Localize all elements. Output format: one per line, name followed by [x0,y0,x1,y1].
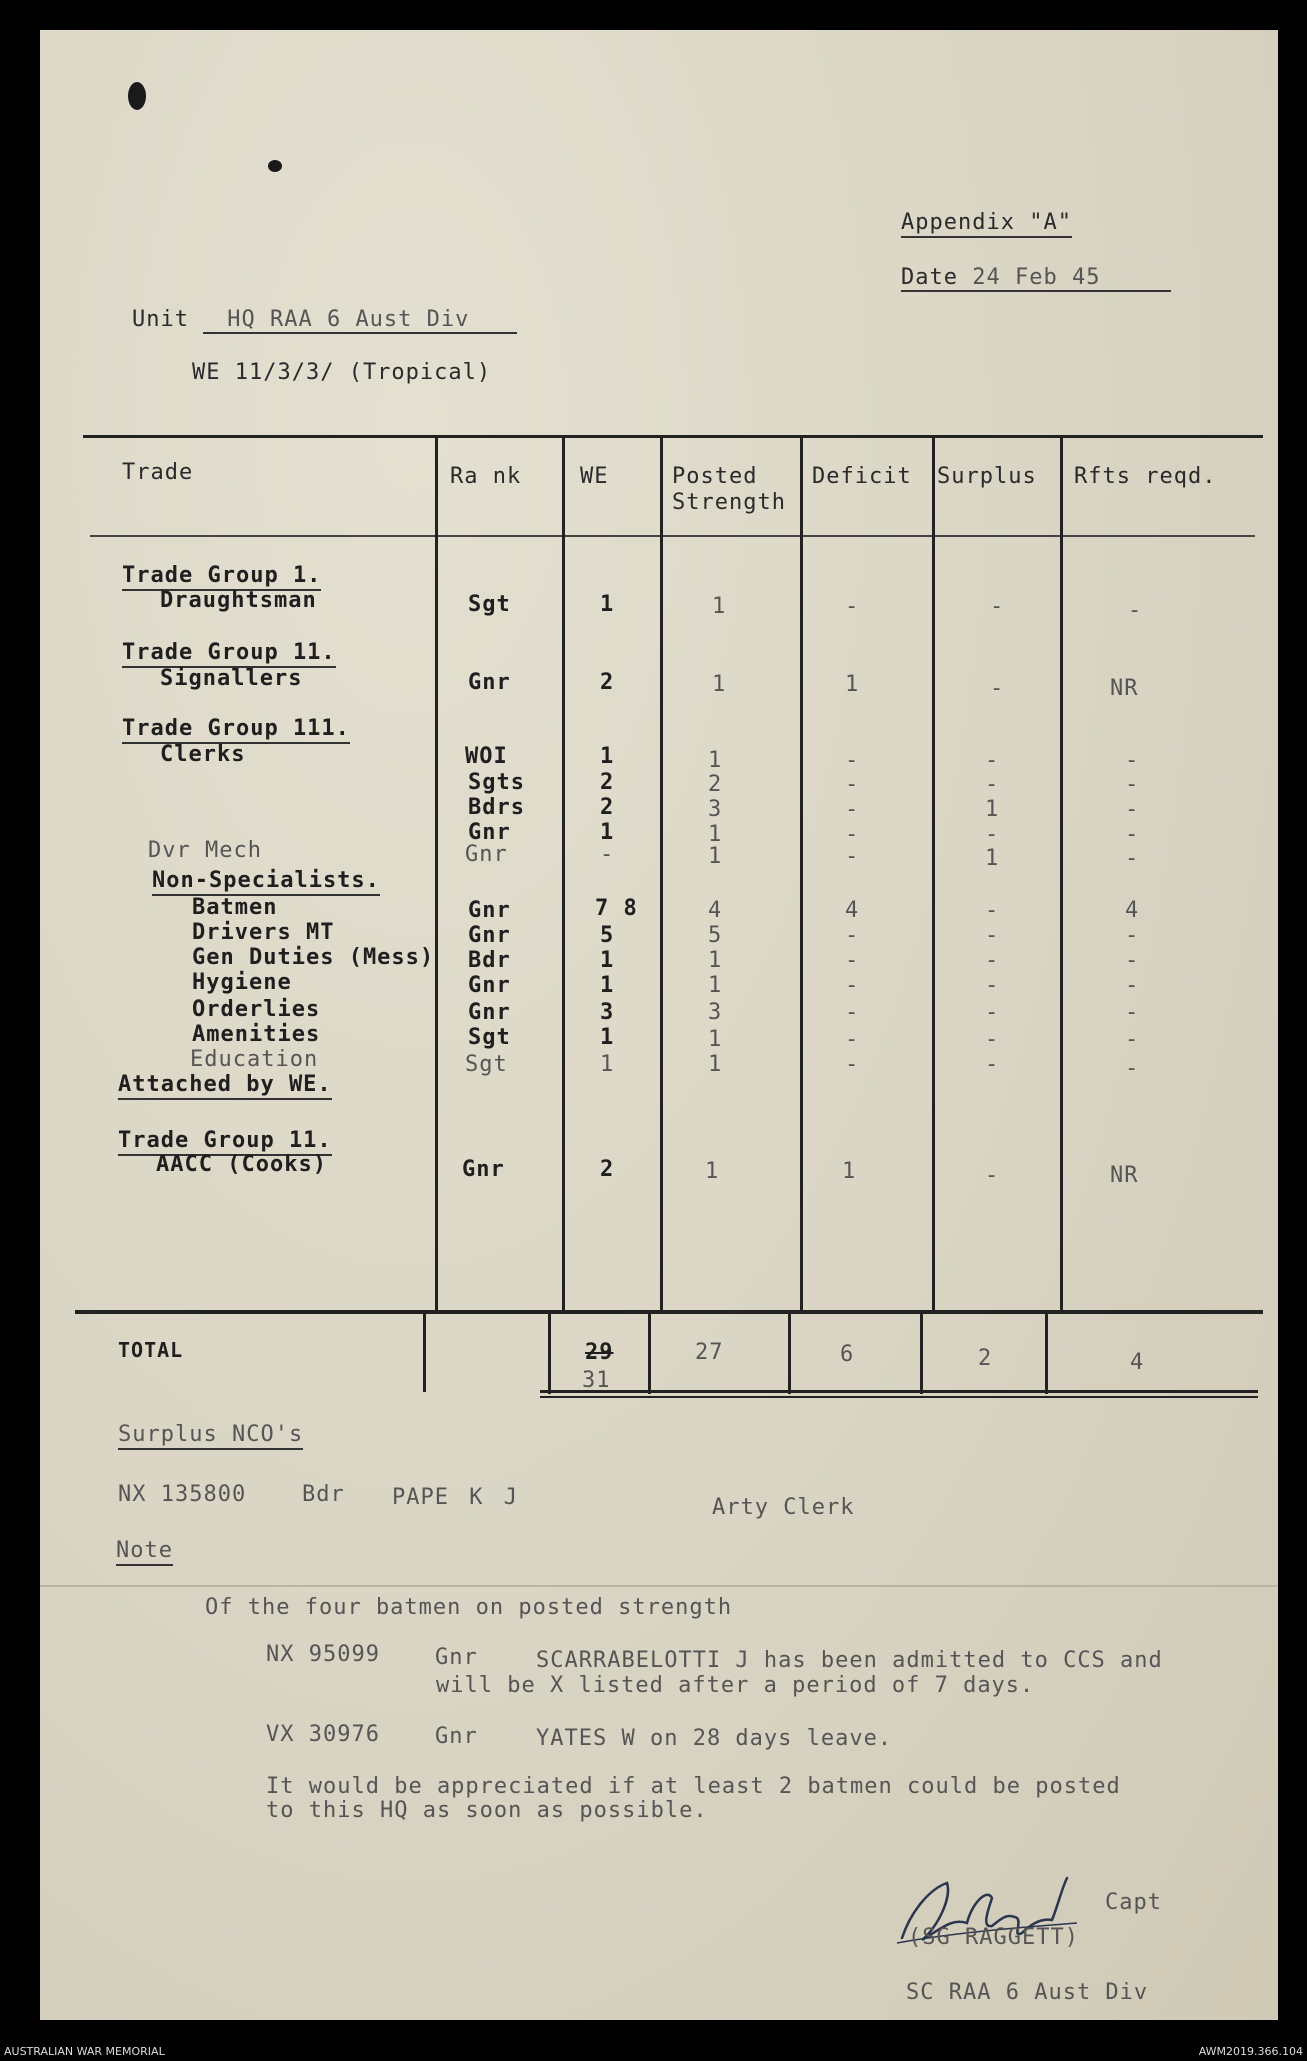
cell-rank: Gnr [462,1157,505,1182]
surplus-role: Arty Clerk [712,1495,855,1520]
cell-surplus: - [985,923,1000,948]
cell-trade: Amenities [192,1022,321,1047]
cell-posted: 3 [708,1000,723,1025]
cell-rfts: - [1125,948,1140,973]
note-item1-rank: Gnr [435,1645,478,1670]
cell-rank: WOI [465,744,508,769]
cell-surplus: 1 [985,846,1000,871]
cell-trade: Gen Duties (Mess) [192,945,435,970]
cell-surplus: - [985,948,1000,973]
cell-rfts: - [1125,772,1140,797]
cell-surplus: - [990,676,1005,701]
cell-posted: 1 [708,844,723,869]
header-bottom-rule [90,535,1255,537]
cell-surplus: - [985,772,1000,797]
cell-we: 2 [600,670,615,695]
table-row-heading: Non-Specialists. [152,868,380,893]
cell-rfts: - [1125,973,1140,998]
note-intro: Of the four batmen on posted strength [205,1595,733,1620]
col-header-rfts: Rfts reqd. [1074,464,1217,489]
total-posted: 27 [695,1340,724,1365]
cell-we: 1 [600,744,615,769]
cell-deficit: - [845,948,860,973]
cell-posted: 1 [708,748,723,773]
cell-we: 2 [600,795,615,820]
cell-surplus: - [985,748,1000,773]
paper-fold-line [40,1585,1278,1587]
cell-rank: Gnr [468,973,511,998]
date-line: Date 24 Feb 45 [901,265,1171,292]
cell-rfts: - [1125,797,1140,822]
cell-posted: 1 [708,1052,723,1077]
cell-trade: Dvr Mech [148,838,262,863]
cell-surplus: - [985,898,1000,923]
note-heading: Note [116,1538,173,1563]
cell-posted: 3 [708,797,723,822]
cell-rfts: - [1125,1027,1140,1052]
total-bottom-rule-2 [540,1396,1258,1398]
cell-trade: Batmen [192,895,278,920]
cell-rfts: - [1128,598,1143,623]
note-item2-rank: Gnr [435,1724,478,1749]
cell-we: 2 [600,1157,615,1182]
cell-posted: 1 [712,672,727,697]
cell-rank: Gnr [468,820,511,845]
signature-name: (SG RAGGETT) [908,1925,1079,1950]
cell-posted: 2 [708,772,723,797]
total-surplus: 2 [978,1346,993,1371]
cell-posted: 1 [708,822,723,847]
cell-surplus: - [985,973,1000,998]
col-rule-deficit [800,435,803,1310]
note-item1-line1: SCARRABELOTTI J has been admitted to CCS and [536,1648,1163,1673]
cell-rank: Sgts [468,770,525,795]
table-row-heading: Trade Group 111. [122,716,350,741]
col-rule-we [562,435,565,1310]
total-col-rule-6 [1045,1312,1048,1394]
cell-deficit: - [845,748,860,773]
ink-blot [268,160,282,172]
cell-we: 3 [600,1000,615,1025]
note-closing-line2: to this HQ as soon as possible. [266,1798,708,1823]
cell-posted: 1 [708,1027,723,1052]
cell-rank: Bdr [468,948,511,973]
cell-we: 1 [600,820,615,845]
we-reference: WE 11/3/3/ (Tropical) [192,360,492,385]
cell-trade: Clerks [160,742,246,767]
total-col-rule-4 [788,1312,791,1394]
cell-posted: 1 [705,1159,720,1184]
cell-rank: Sgt [465,1052,508,1077]
note-item2-number: VX 30976 [266,1722,380,1747]
cell-trade: AACC (Cooks) [156,1152,327,1177]
cell-trade: Draughtsman [160,588,317,613]
total-we-struck: 29 [585,1340,614,1365]
cell-rank: Bdrs [468,795,525,820]
cell-surplus: - [985,1163,1000,1188]
col-header-rank: Ra nk [450,464,522,489]
cell-surplus: - [985,1027,1000,1052]
total-top-rule [75,1310,1263,1314]
table-row-heading: Trade Group 1. [122,563,321,588]
cell-rfts: NR [1110,1163,1139,1188]
cell-deficit: 1 [845,672,860,697]
signature-rank: Capt [1105,1890,1162,1915]
surplus-heading: Surplus NCO's [118,1422,303,1447]
table-row-heading: Trade Group 11. [122,640,336,665]
cell-rfts: - [1125,748,1140,773]
document-page [40,30,1278,2020]
cell-we: 7 8 [595,896,638,921]
col-rule-surplus [932,435,935,1310]
footer-left: AUSTRALIAN WAR MEMORIAL [4,2045,165,2058]
cell-surplus: - [985,822,1000,847]
cell-rfts: - [1125,1000,1140,1025]
total-col-rule-1 [423,1312,426,1392]
col-rule-posted [660,435,663,1310]
cell-we: - [600,842,615,867]
cell-rank: Sgt [468,1025,511,1050]
cell-posted: 1 [712,594,727,619]
cell-rank: Gnr [468,923,511,948]
unit-line: Unit HQ RAA 6 Aust Div [132,307,517,334]
col-header-surplus: Surplus [937,464,1037,489]
cell-rfts: 4 [1125,898,1140,923]
note-item1-number: NX 95099 [266,1642,380,1667]
cell-deficit: 4 [845,898,860,923]
cell-surplus: - [990,594,1005,619]
cell-deficit: - [845,1027,860,1052]
cell-trade: Drivers MT [192,920,335,945]
table-row-heading: Attached by WE. [118,1072,332,1097]
surplus-name: PAPE K J [392,1485,518,1510]
cell-trade: Education [190,1047,319,1072]
col-header-posted: Posted Strength [672,464,786,515]
cell-posted: 4 [708,898,723,923]
cell-deficit: - [845,1000,860,1025]
col-header-trade: Trade [122,460,194,485]
cell-we: 2 [600,770,615,795]
surplus-number: NX 135800 [118,1482,247,1507]
table-top-rule [83,435,1263,438]
col-header-deficit: Deficit [812,464,912,489]
cell-we: 1 [600,948,615,973]
cell-deficit: - [845,1052,860,1077]
cell-posted: 5 [708,923,723,948]
cell-posted: 1 [708,948,723,973]
cell-deficit: - [845,973,860,998]
col-rule-rfts [1060,435,1063,1310]
cell-we: 1 [600,973,615,998]
total-we: 31 [582,1368,611,1393]
cell-rfts: - [1125,1056,1140,1081]
col-rule-rank [435,435,438,1310]
cell-we: 1 [600,1025,615,1050]
cell-rank: Gnr [468,670,511,695]
cell-deficit: - [845,772,860,797]
cell-rank: Gnr [468,1000,511,1025]
cell-deficit: - [845,844,860,869]
total-label: TOTAL [118,1338,184,1362]
cell-rank: Sgt [468,592,511,617]
appendix-label: Appendix "A" [901,210,1072,235]
total-col-rule-3 [648,1312,651,1394]
cell-rank: Gnr [468,898,511,923]
cell-deficit: - [845,822,860,847]
cell-we: 1 [600,592,615,617]
table-row-heading: Trade Group 11. [118,1128,332,1153]
cell-trade: Hygiene [192,970,292,995]
cell-posted: 1 [708,973,723,998]
cell-we: 1 [600,1052,615,1077]
note-closing-line1: It would be appreciated if at least 2 batmen could be posted [266,1774,1121,1799]
total-col-rule-2 [548,1312,551,1394]
cell-trade: Signallers [160,666,303,691]
col-header-we: WE [580,464,609,489]
total-deficit: 6 [840,1342,855,1367]
archive-footer [0,2040,1307,2061]
signature-position: SC RAA 6 Aust Div [906,1980,1149,2005]
cell-surplus: - [985,1000,1000,1025]
total-rfts: 4 [1130,1350,1145,1375]
cell-deficit: - [845,594,860,619]
note-item1-line2: will be X listed after a period of 7 days. [436,1673,1035,1698]
cell-rfts: - [1125,923,1140,948]
ink-blot [128,82,146,110]
cell-rank: Gnr [465,842,508,867]
cell-deficit: - [845,797,860,822]
note-item2-text: YATES W on 28 days leave. [536,1726,893,1751]
total-col-rule-5 [920,1312,923,1394]
cell-rfts: - [1125,822,1140,847]
cell-rfts: - [1125,846,1140,871]
cell-deficit: 1 [842,1159,857,1184]
surplus-rank: Bdr [302,1482,345,1507]
cell-surplus: 1 [985,797,1000,822]
cell-rfts: NR [1110,676,1139,701]
cell-we: 5 [600,923,615,948]
cell-trade: Orderlies [192,997,321,1022]
cell-surplus: - [985,1052,1000,1077]
footer-right: AWM2019.366.104 [1198,2045,1303,2058]
cell-deficit: - [845,923,860,948]
